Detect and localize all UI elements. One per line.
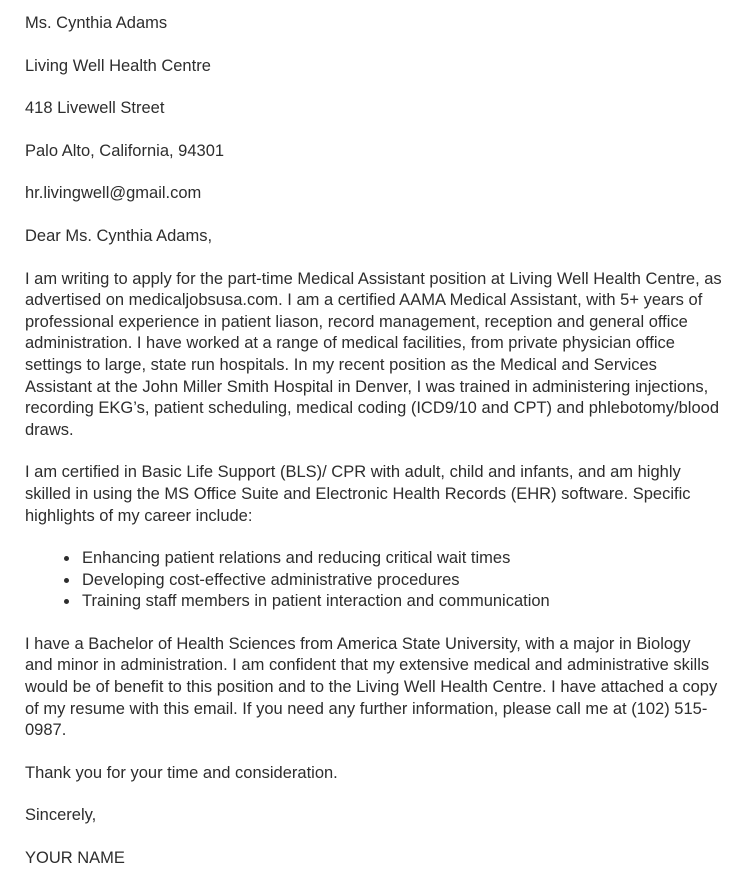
body-paragraph-2: I am certified in Basic Life Support (BLS)/ CPR with adult, child and infants, and am highly skilled in using the MS Office Suite and Electronic Health Records (EHR) software. Specific highlights of my career include:: [25, 463, 691, 525]
body-paragraph-1: I am writing to apply for the part-time Medical Assistant position at Living Well Health Centre, as advertised on medicaljobsusa.com. I am a certified AAMA Medical Assistant, with 5+ years of professional experience in patient liason, record management, reception and general office administration. I have worked at a range of medical facilities, from private physician office settings to large, state run hospitals. In my recent position as the Medical and Services Assistant at the John Miller Smith Hospital in Denver, I was trained in administering injections, recording EKG’s, patient scheduling, medical coding (ICD9/10 and CPT) and phlebotomy/blood draws.: [25, 269, 722, 439]
body-paragraph-3: I have a Bachelor of Health Sciences from America State University, with a major in Biology and minor in administration. I am confident that my extensive medical and administrative skills would be of benefit to this position and to the Living Well Health Centre. I have attached a copy of my resume with this email. If you need any further information, please call me at (102) 515-0987.: [25, 634, 718, 740]
recipient-city-state-zip: Palo Alto, California, 94301: [25, 141, 225, 160]
recipient-name: Ms. Cynthia Adams: [25, 14, 168, 32]
recipient-email: hr.livingwell@gmail.com: [25, 184, 202, 203]
signoff: Sincerely,: [25, 806, 97, 825]
recipient-street: 418 Livewell Street: [25, 99, 165, 118]
salutation: Dear Ms. Cynthia Adams,: [25, 226, 213, 245]
list-item: • Training staff members in patient interaction and communication: [80, 591, 722, 613]
career-highlights-list: [25, 548, 722, 613]
recipient-address-block: [25, 13, 722, 205]
list-item: • Enhancing patient relations and reducing critical wait times: [80, 548, 722, 570]
signature-name: YOUR NAME: [25, 849, 125, 868]
signature-block: [25, 805, 722, 869]
list-item: • Developing cost-effective administrative procedures: [80, 570, 722, 592]
thanks-line: Thank you for your time and consideration.: [25, 763, 338, 782]
recipient-company: Living Well Health Centre: [25, 56, 211, 75]
